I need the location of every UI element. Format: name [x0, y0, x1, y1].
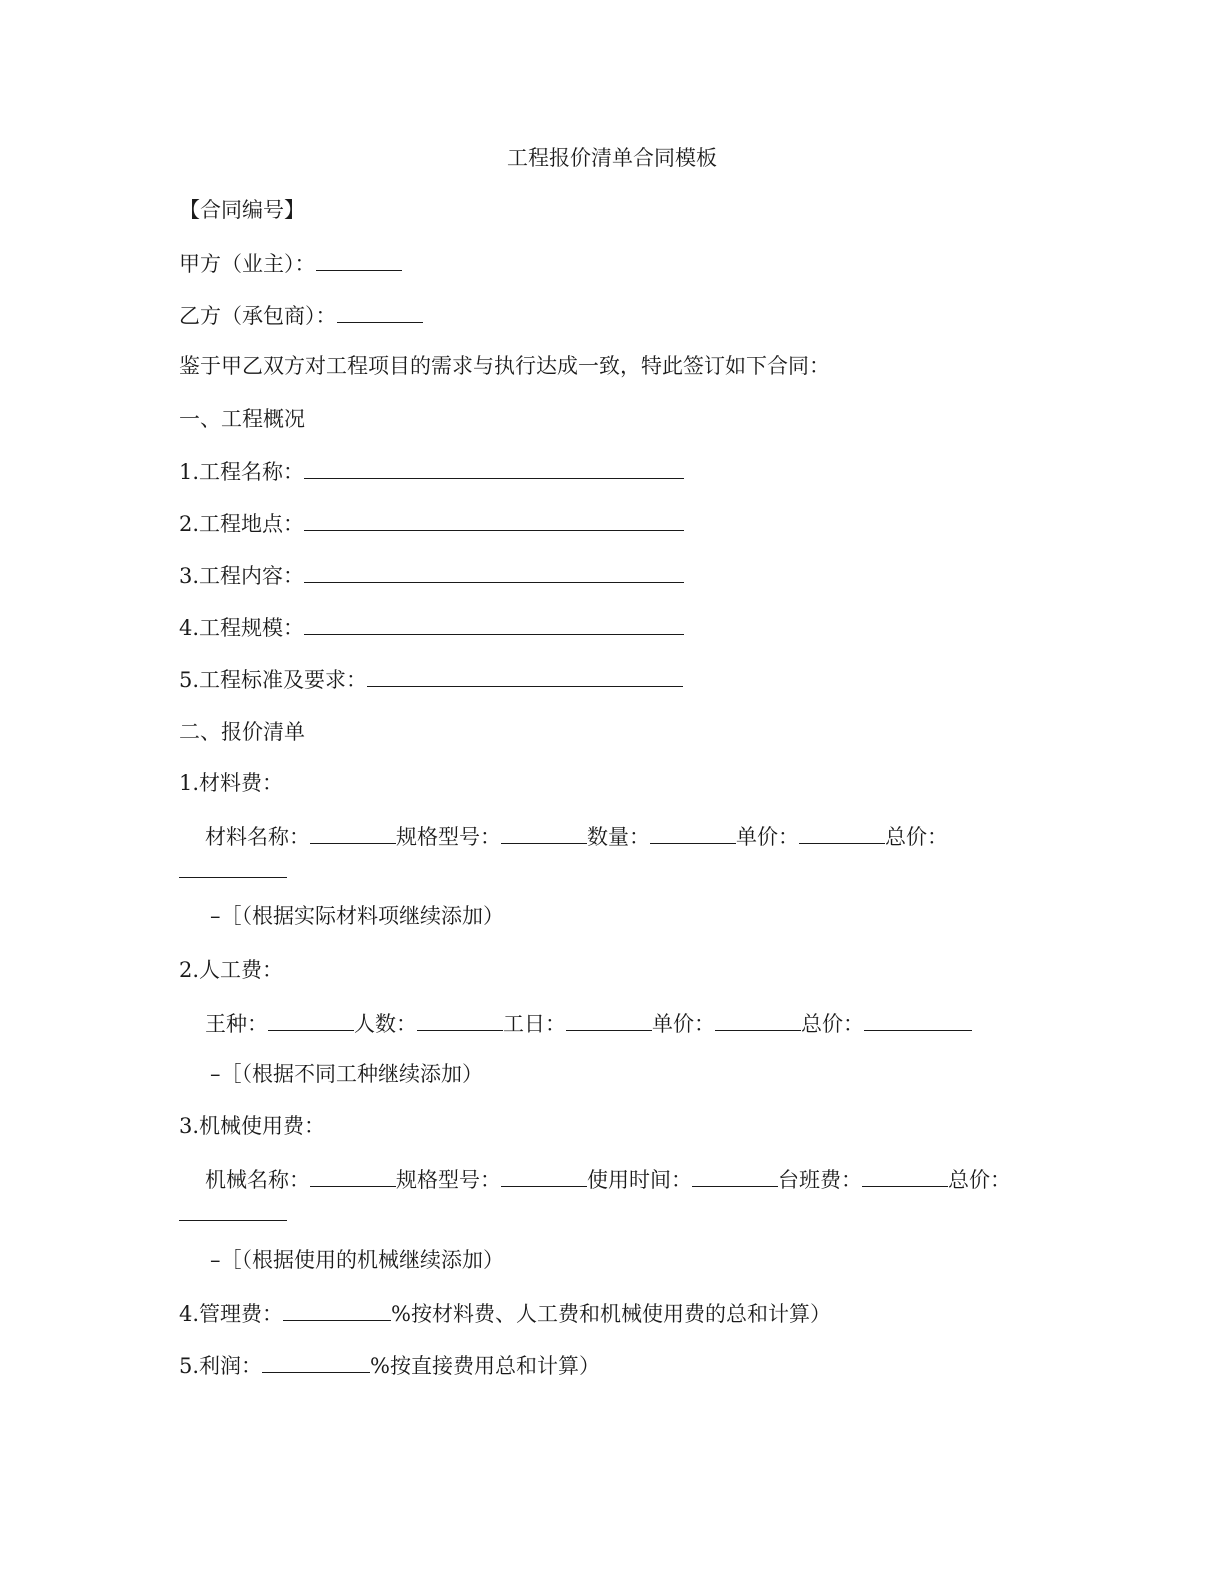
project-name-line	[179, 456, 684, 486]
labor-note: –［（根据不同工种继续添加）	[210, 1062, 483, 1086]
party-a-line	[179, 248, 402, 278]
labor-count-label: 人数：	[354, 1012, 417, 1036]
project-standards-blank[interactable]	[367, 664, 683, 687]
machine-total-blank[interactable]	[179, 1219, 287, 1221]
labor-unit-price-blank[interactable]	[715, 1008, 801, 1031]
machinery-label: 3.机械使用费：	[179, 1114, 326, 1138]
materials-note: –［（根据实际材料项继续添加）	[210, 904, 504, 928]
machine-name-label: 机械名称：	[205, 1168, 310, 1192]
labor-days-label: 工日：	[503, 1012, 566, 1036]
machine-usage-time-label: 使用时间：	[587, 1168, 692, 1192]
project-content-line	[179, 560, 684, 590]
material-name-label: 材料名称：	[205, 825, 310, 849]
management-fee-suffix: %按材料费、人工费和机械使用费的总和计算）	[391, 1302, 831, 1326]
project-scale-label: 4.工程规模：	[179, 616, 305, 640]
management-fee-line	[179, 1298, 831, 1328]
machinery-note: –［（根据使用的机械继续添加）	[210, 1248, 504, 1272]
management-fee-blank[interactable]	[283, 1298, 391, 1321]
labor-count-blank[interactable]	[417, 1008, 503, 1031]
material-spec-blank[interactable]	[501, 821, 587, 844]
project-name-label: 1.工程名称：	[179, 460, 305, 484]
profit-blank[interactable]	[262, 1350, 370, 1373]
material-total-blank[interactable]	[179, 876, 287, 878]
project-scale-blank[interactable]	[304, 612, 684, 635]
labor-label: 2.人工费：	[179, 958, 284, 982]
machine-usage-time-blank[interactable]	[692, 1164, 778, 1187]
machine-name-blank[interactable]	[310, 1164, 396, 1187]
material-quantity-label: 数量：	[587, 825, 650, 849]
materials-fields-line	[205, 821, 948, 851]
labor-unit-price-label: 单价：	[652, 1012, 715, 1036]
document-title: 工程报价清单合同模板	[507, 146, 717, 170]
project-scale-line	[179, 612, 684, 642]
party-b-blank[interactable]	[337, 300, 423, 323]
machine-spec-blank[interactable]	[501, 1164, 587, 1187]
material-spec-label: 规格型号：	[396, 825, 501, 849]
party-b-line	[179, 300, 423, 330]
material-total-label: 总价：	[885, 825, 948, 849]
project-name-blank[interactable]	[304, 456, 684, 479]
machine-shift-fee-label: 台班费：	[778, 1168, 862, 1192]
profit-line	[179, 1350, 600, 1380]
machinery-fields-line	[205, 1164, 1011, 1194]
section2-heading: 二、报价清单	[179, 720, 305, 744]
materials-label: 1.材料费：	[179, 771, 284, 795]
machine-total-label: 总价：	[948, 1168, 1011, 1192]
preamble: 鉴于甲乙双方对工程项目的需求与执行达成一致，特此签订如下合同：	[179, 354, 830, 378]
labor-fields-line	[205, 1008, 972, 1038]
party-a-blank[interactable]	[316, 248, 402, 271]
party-a-label: 甲方（业主）：	[179, 252, 316, 276]
contract-number: 【合同编号】	[179, 198, 305, 222]
material-quantity-blank[interactable]	[650, 821, 736, 844]
material-unit-price-label: 单价：	[736, 825, 799, 849]
profit-suffix: %按直接费用总和计算）	[370, 1354, 601, 1378]
project-content-label: 3.工程内容：	[179, 564, 305, 588]
profit-label: 5.利润：	[179, 1354, 263, 1378]
labor-type-label: 王种：	[205, 1012, 268, 1036]
party-b-label: 乙方（承包商）：	[179, 304, 337, 328]
section1-heading: 一、工程概况	[179, 407, 305, 431]
project-location-blank[interactable]	[304, 508, 684, 531]
labor-days-blank[interactable]	[566, 1008, 652, 1031]
material-name-blank[interactable]	[310, 821, 396, 844]
management-fee-label: 4.管理费：	[179, 1302, 284, 1326]
project-content-blank[interactable]	[304, 560, 684, 583]
machine-spec-label: 规格型号：	[396, 1168, 501, 1192]
project-location-label: 2.工程地点：	[179, 512, 305, 536]
labor-type-blank[interactable]	[268, 1008, 354, 1031]
labor-total-label: 总价：	[801, 1012, 864, 1036]
machine-shift-fee-blank[interactable]	[862, 1164, 948, 1187]
material-unit-price-blank[interactable]	[799, 821, 885, 844]
project-standards-label: 5.工程标准及要求：	[179, 668, 368, 692]
project-location-line	[179, 508, 684, 538]
labor-total-blank[interactable]	[864, 1008, 972, 1031]
project-standards-line	[179, 664, 683, 694]
